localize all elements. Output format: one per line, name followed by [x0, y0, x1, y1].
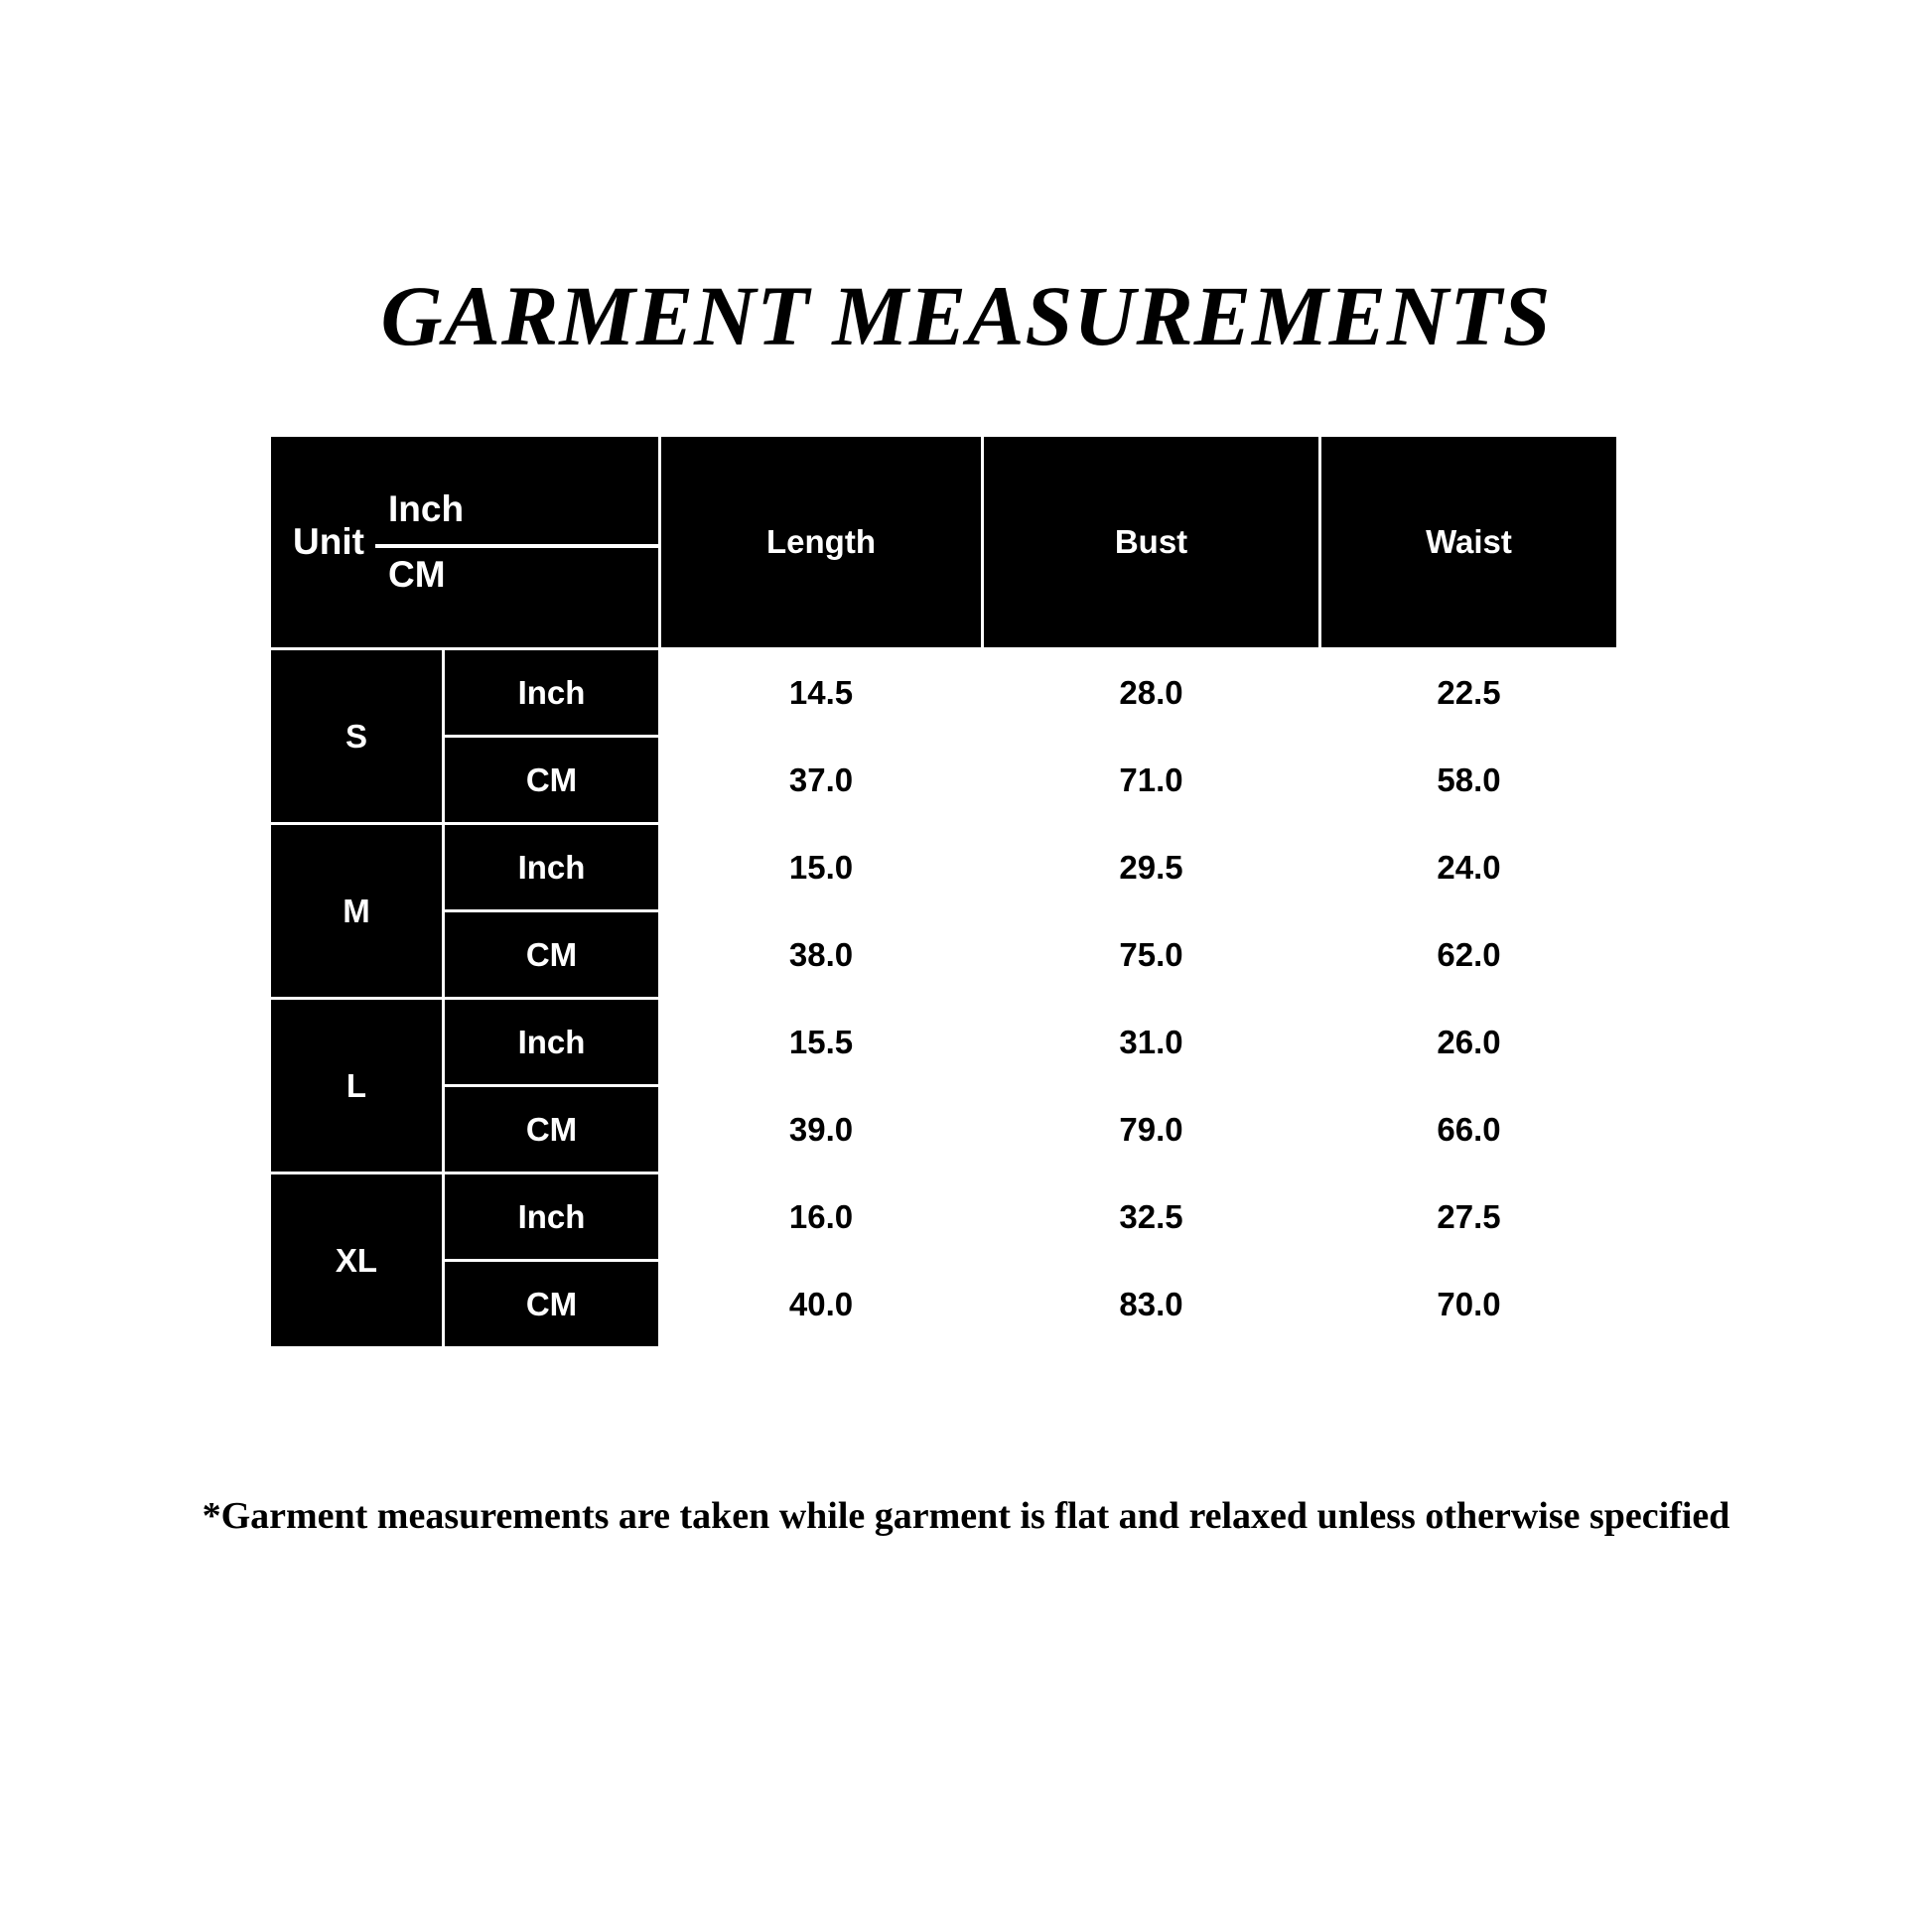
value-cell: 26.0: [1320, 999, 1618, 1086]
value-cell: 39.0: [660, 1086, 983, 1173]
unit-label-inch: Inch: [444, 824, 660, 911]
table-row: [270, 999, 1618, 1086]
value-cell: 27.5: [1320, 1173, 1618, 1261]
unit-label-cm: CM: [444, 737, 660, 824]
value-cell: 24.0: [1320, 824, 1618, 911]
value-cell: 40.0: [660, 1261, 983, 1348]
value-cell: 16.0: [660, 1173, 983, 1261]
value-cell: 71.0: [983, 737, 1320, 824]
value-cell: 37.0: [660, 737, 983, 824]
value-cell: 28.0: [983, 649, 1320, 737]
value-cell: 38.0: [660, 911, 983, 999]
value-cell: 66.0: [1320, 1086, 1618, 1173]
unit-label-cm: CM: [444, 1261, 660, 1348]
size-label-s: S: [270, 649, 444, 824]
header-bust: Bust: [983, 436, 1320, 649]
value-cell: 31.0: [983, 999, 1320, 1086]
unit-label-inch: Inch: [444, 1173, 660, 1261]
value-cell: 22.5: [1320, 649, 1618, 737]
unit-label-inch: Inch: [444, 999, 660, 1086]
value-cell: 79.0: [983, 1086, 1320, 1173]
table-row: [270, 649, 1618, 737]
page-title: GARMENT MEASUREMENTS: [380, 268, 1552, 363]
value-cell: 83.0: [983, 1261, 1320, 1348]
footnote: *Garment measurements are taken while garment is flat and relaxed unless otherwise specified: [202, 1495, 1730, 1537]
size-label-m: M: [270, 824, 444, 999]
table-row: [270, 737, 1618, 824]
value-cell: 15.5: [660, 999, 983, 1086]
header-unit-label: Unit: [293, 521, 364, 562]
unit-label-inch: Inch: [444, 649, 660, 737]
value-cell: 75.0: [983, 911, 1320, 999]
table-row: [270, 1173, 1618, 1261]
value-cell: 29.5: [983, 824, 1320, 911]
unit-label-cm: CM: [444, 1086, 660, 1173]
table-row: [270, 1261, 1618, 1348]
header-length: Length: [660, 436, 983, 649]
table-row: [270, 1086, 1618, 1173]
table-header-row: [270, 436, 1618, 649]
header-unit-cell: [270, 436, 660, 649]
table-row: [270, 911, 1618, 999]
measurements-table-container: [268, 434, 1616, 1349]
size-label-l: L: [270, 999, 444, 1173]
value-cell: 15.0: [660, 824, 983, 911]
table-row: [270, 824, 1618, 911]
value-cell: 32.5: [983, 1173, 1320, 1261]
value-cell: 14.5: [660, 649, 983, 737]
unit-label-cm: CM: [444, 911, 660, 999]
header-waist: Waist: [1320, 436, 1618, 649]
value-cell: 70.0: [1320, 1261, 1618, 1348]
value-cell: 62.0: [1320, 911, 1618, 999]
size-label-xl: XL: [270, 1173, 444, 1348]
header-unit-inch: Inch: [388, 488, 465, 529]
value-cell: 58.0: [1320, 737, 1618, 824]
measurements-table: [268, 434, 1619, 1349]
header-unit-cm: CM: [388, 554, 446, 595]
header-unit-divider: [375, 544, 658, 548]
